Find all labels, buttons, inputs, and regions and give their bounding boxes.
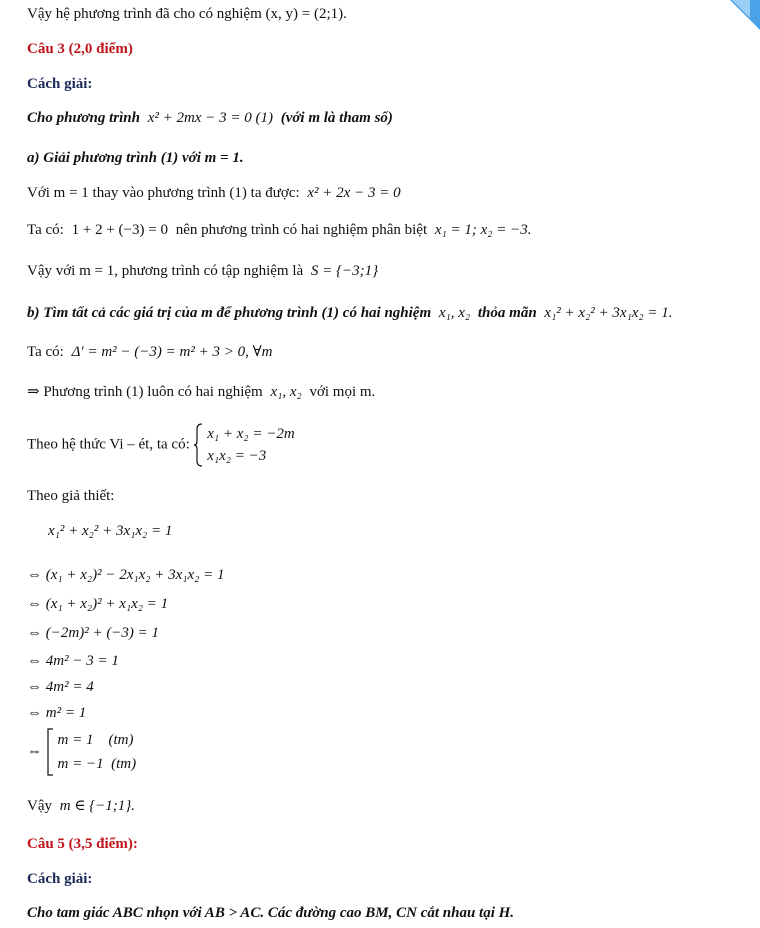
conclusion-text: Vậy: [27, 798, 52, 814]
b2-post: với mọi m.: [309, 384, 376, 400]
a-step-1: [27, 183, 401, 203]
given-line: [27, 108, 393, 128]
part-b-condition: x₁² + x₂² + 3x₁x₂ = 1.: [544, 305, 673, 321]
part-b-title: [27, 303, 673, 323]
vieta-product: x₁x₂ = −3: [207, 448, 267, 464]
b1-text: Ta có:: [27, 344, 64, 360]
conclusion-set: m ∈ {−1;1}.: [59, 798, 136, 814]
vieta-system: [207, 423, 294, 467]
solution-cases: [58, 728, 137, 776]
step-6: ⇔ m² = 1: [27, 705, 87, 721]
left-brace-icon: [194, 423, 204, 467]
step-4: ⇔ 4m² − 3 = 1: [27, 653, 119, 669]
conclusion-q3: [27, 796, 135, 816]
vieta-text: Theo hệ thức Vi – ét, ta có:: [27, 436, 190, 453]
conclusion-q2: Vậy hệ phương trình đã cho có nghiệm (x, y) = (2;1).: [27, 6, 347, 22]
step-1: ⇔ (x₁ + x₂)² − 2x₁x₂ + 3x₁x₂ = 1: [27, 567, 225, 583]
part-b-mid: thỏa mãn: [477, 305, 537, 321]
implies-icon: ⇒: [27, 384, 40, 400]
b-step-3: [27, 423, 295, 467]
given-pre: Cho phương trình: [27, 110, 140, 126]
given-post: (với m là tham số): [280, 110, 393, 126]
b-step-4: Theo giả thiết:: [27, 488, 115, 504]
solution-label: Cách giải:: [27, 76, 93, 92]
a2-equation: 1 + 2 + (−3) = 0: [71, 222, 168, 238]
a-step-2: [27, 220, 531, 240]
b-step-2: [27, 382, 375, 402]
step-3: ⇔ (−2m)² + (−3) = 1: [27, 625, 160, 641]
q5-given: Cho tam giác ABC nhọn với AB > AC. Các đường cao BM, CN cắt nhau tại H.: [27, 905, 515, 921]
a1-text: Với m = 1 thay vào phương trình (1) ta được:: [27, 185, 300, 201]
q5-title: Câu 5 (3,5 điểm):: [27, 836, 138, 852]
corner-decoration-light: [732, 0, 750, 18]
a3-set: S = {−3;1}: [310, 263, 379, 279]
left-bracket-icon: [46, 728, 54, 776]
a3-text: Vậy với m = 1, phương trình có tập nghiệm là: [27, 263, 304, 279]
a1-equation: x² + 2x − 3 = 0: [307, 185, 401, 201]
case-2: m = −1 (tm): [57, 756, 137, 772]
b2-vars: x₁, x₂: [270, 384, 302, 400]
step-5: ⇔ 4m² = 4: [27, 679, 94, 695]
a2-roots: x₁ = 1; x₂ = −3.: [434, 222, 532, 238]
step-7: [27, 728, 136, 776]
b1-equation: Δ′ = m² − (−3) = m² + 3 > 0, ∀m: [71, 344, 273, 360]
b-step-1: [27, 342, 272, 362]
part-b-vars: x₁, x₂: [438, 305, 471, 321]
part-a-title: a) Giải phương trình (1) với m = 1.: [27, 150, 244, 166]
part-b-pre: b) Tìm tất cả các giá trị của m để phương trình (1) có hai nghiệm: [27, 305, 432, 321]
b2-text: Phương trình (1) luôn có hai nghiệm: [43, 384, 263, 400]
vieta-sum: x₁ + x₂ = −2m: [207, 426, 295, 442]
q3-title: Câu 3 (2,0 điểm): [27, 41, 133, 57]
case-1: m = 1 (tm): [57, 732, 134, 748]
given-equation: x² + 2mx − 3 = 0 (1): [147, 110, 273, 126]
step-0: x₁² + x₂² + 3x₁x₂ = 1: [48, 523, 173, 539]
solution-label-2: Cách giải:: [27, 871, 93, 887]
a2-mid: nên phương trình có hai nghiệm phân biệt: [175, 222, 428, 238]
a2-text: Ta có:: [27, 222, 64, 238]
a-step-3: [27, 261, 378, 281]
equivalent-icon: ⇔: [27, 743, 42, 760]
step-2: ⇔ (x₁ + x₂)² + x₁x₂ = 1: [27, 596, 169, 612]
